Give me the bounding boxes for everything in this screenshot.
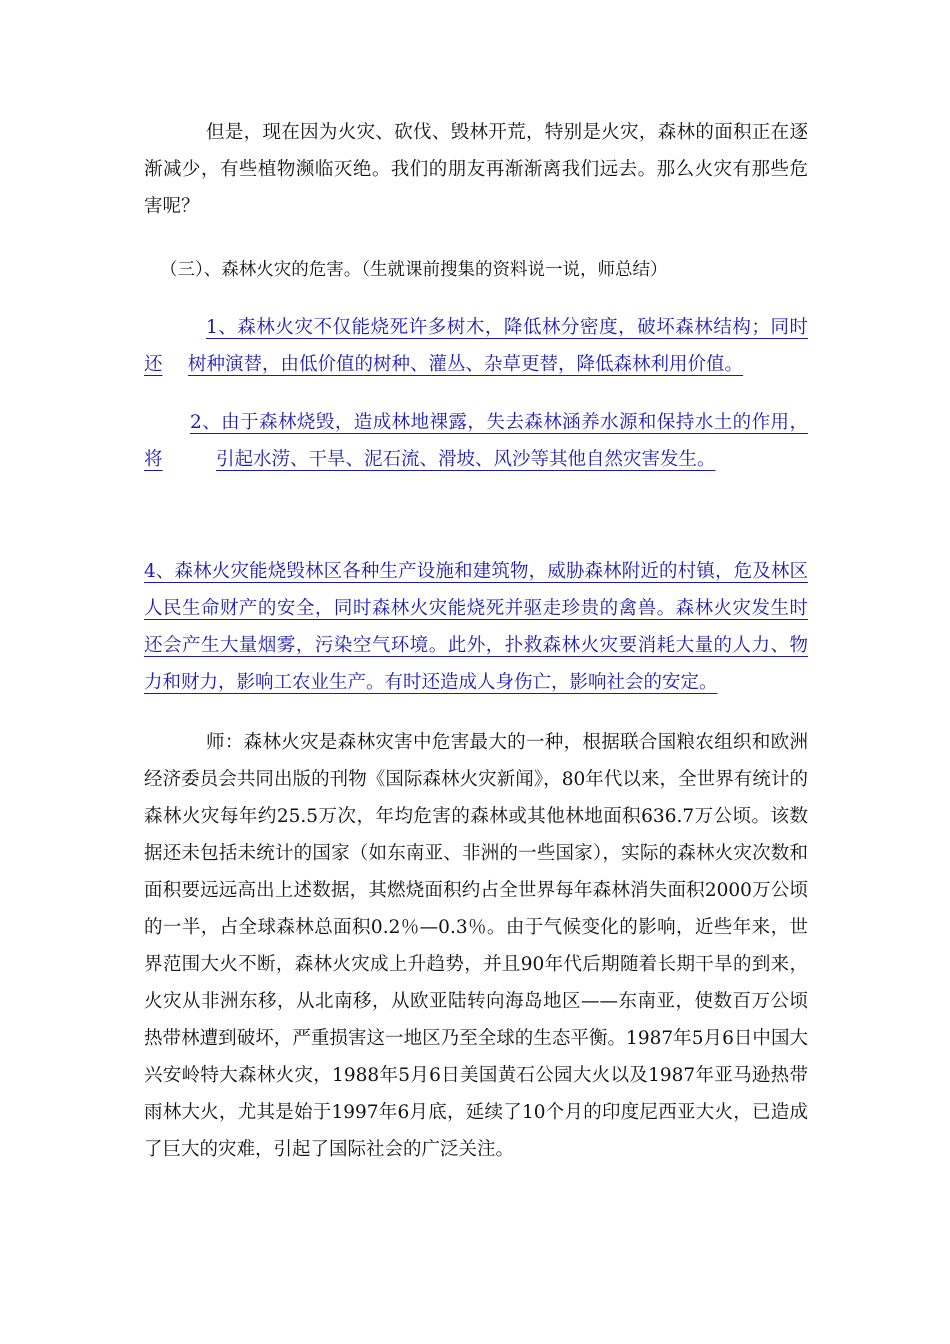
hazard-item-4[interactable]: 4、森林火灾能烧毁林区各种生产设施和建筑物，威胁森林附近的村镇，危及林区人民生命财产的安全，同时森林火灾能烧死并驱走珍贵的禽兽。森林火灾发生时还会产生大量烟雾，污染空气环境。此外，扑救森林火灾要消耗大量的人力、物力和财力，影响工农业生产。有时还造成人身伤亡，影响社会的安定。 bbox=[144, 561, 808, 693]
intro-paragraph: 但是，现在因为火灾、砍伐、毁林开荒，特别是火灾，森林的面积正在逐渐减少，有些植物濒临灭绝。我们的朋友再渐渐离我们远去。那么火灾有那些危害呢？ bbox=[144, 122, 808, 217]
hazard-item-2-line-2[interactable]: 引起水涝、干旱、泥石流、滑坡、风沙等其他自然灾害发生。 bbox=[216, 449, 716, 470]
hazard-item-2-text[interactable]: 2、由于森林烧毁，造成林地裸露，失去森林涵养水源和保持水土的作用，将 bbox=[144, 412, 808, 470]
teacher-summary-paragraph: 师：森林火灾是森林灾害中危害最大的一种，根据联合国粮农组织和欧洲经济委员会共同出版的刊物《国际森林火灾新闻》，80年代以来，全世界有统计的森林火灾每年约25.5万次，年均危害的森林或其他林地面积636.7万公顷。该数据还未包括未统计的国家（如东南亚、非洲的一些国家），实际的森林火灾次数和面积要远远高出上述数据，其燃烧面积约占全世界每年森林消失面积2000万公顷的一半，占全球森林总面积0.2％—0.3％。由于气候变化的影响，近些年来，世界范围大火不断，森林火灾成上升趋势，并且90年代后期随着长期干旱的到来，火灾从非洲东移，从北南移，从欧亚陆转向海岛地区——东南亚，使数百万公顷热带林遭到破坏，严重损害这一地区乃至全球的生态平衡。1987年5月6日中国大兴安岭特大森林火灾，1988年5月6日美国黄石公园大火以及1987年亚马逊热带雨林大火，尤其是始于1997年6月底，延续了10个月的印度尼西亚大火，已造成了巨大的灾难，引起了国际社会的广泛关注。 bbox=[144, 732, 808, 1160]
hazard-item-1-text[interactable]: 1、森林火灾不仅能烧死许多树木，降低林分密度，破坏森林结构；同时还 bbox=[144, 317, 808, 375]
hazard-item-1-line-2[interactable]: 树种演替，由低价值的树种、灌丛、杂草更替，降低森林利用价值。 bbox=[188, 354, 744, 375]
section-heading: （三）、森林火灾的危害。（生就课前搜集的资料说一说，师总结） bbox=[160, 260, 668, 280]
